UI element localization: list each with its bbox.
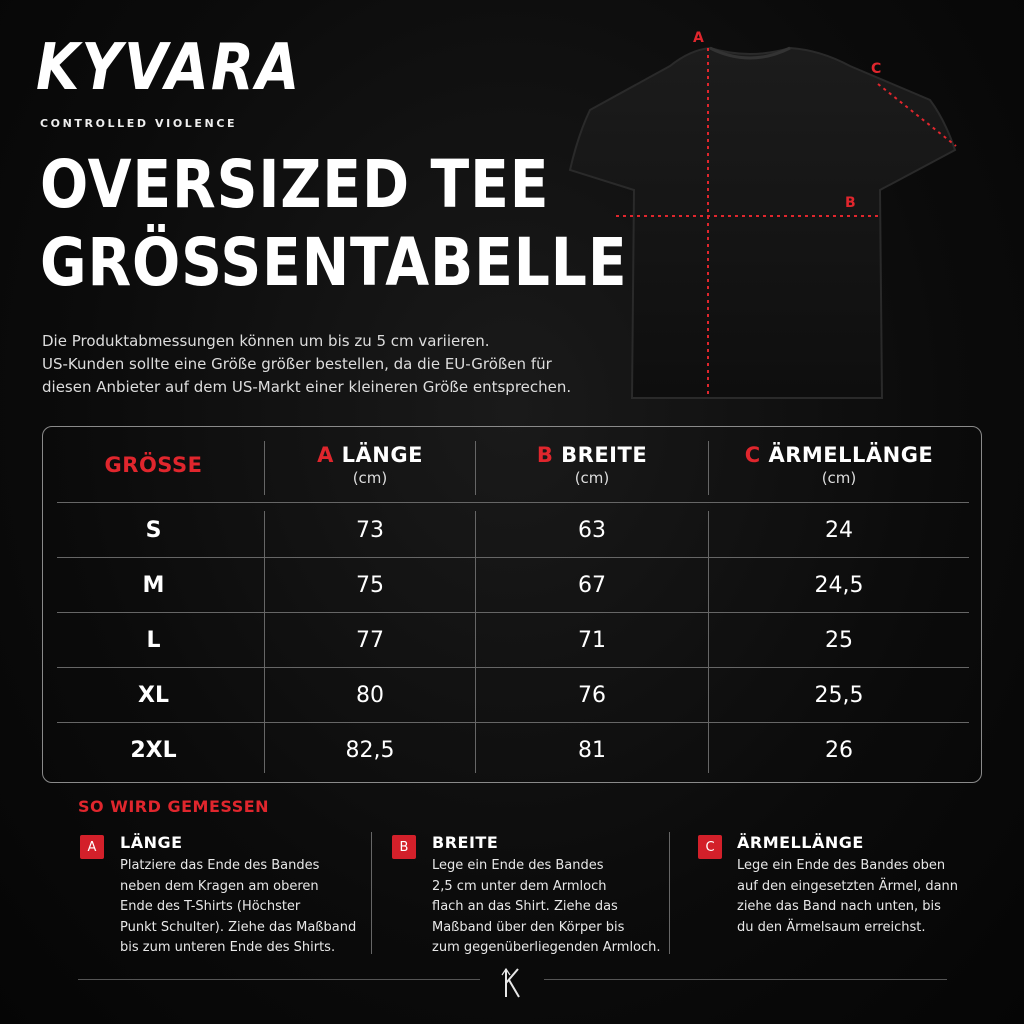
cell-length: 82,5 — [345, 738, 395, 763]
cell-sleeve: 26 — [825, 738, 853, 763]
header-width-label: BREITE — [561, 443, 648, 467]
badge-b: B — [392, 835, 416, 859]
step-title: BREITE — [432, 833, 499, 852]
cell-size: S — [145, 518, 162, 543]
description — [42, 330, 622, 399]
cell-sleeve: 24,5 — [814, 573, 864, 598]
cell-size: M — [142, 573, 165, 598]
column-divider — [264, 441, 265, 495]
cell-sleeve: 25 — [825, 628, 853, 653]
header-sleeve-label: ÄRMELLÄNGE — [768, 443, 934, 467]
description-line: Die Produktabmessungen können um bis zu 5 cm variieren. — [42, 332, 490, 350]
size-table — [42, 426, 982, 783]
description-line: diesen Anbieter auf dem US-Markt einer kleineren Größe entsprechen. — [42, 378, 572, 396]
header-sleeve-unit: (cm) — [821, 469, 857, 487]
brand-tagline: CONTROLLED VIOLENCE — [40, 117, 238, 130]
tshirt-shape — [570, 48, 955, 398]
step-text-line: bis zum unteren Ende des Shirts. — [120, 940, 336, 955]
step-text — [737, 856, 958, 938]
cell-sleeve: 25,5 — [814, 683, 864, 708]
header-length-label: LÄNGE — [341, 443, 423, 467]
brand-k-icon — [498, 965, 526, 1001]
step-text — [432, 856, 661, 959]
step-text-line: Lege ein Ende des Bandes — [432, 858, 604, 873]
how-to-title: SO WIRD GEMESSEN — [78, 797, 270, 816]
cell-length: 73 — [356, 518, 384, 543]
step-text-line: Platziere das Ende des Bandes — [120, 858, 320, 873]
page-title-line1: OVERSIZED TEE — [40, 146, 550, 223]
cell-length: 80 — [356, 683, 384, 708]
cell-length: 77 — [356, 628, 384, 653]
header-width-letter: B — [536, 443, 554, 467]
step-text-line: neben dem Kragen am oberen — [120, 878, 319, 894]
tshirt-diagram — [560, 20, 1000, 420]
header-width-unit: (cm) — [574, 469, 610, 487]
cell-size: XL — [138, 683, 169, 708]
cell-width: 81 — [578, 738, 606, 763]
header-length-letter: A — [317, 443, 334, 467]
step-text-line: flach an das Shirt. Ziehe das — [432, 899, 618, 914]
badge-c: C — [698, 835, 722, 859]
step-title: LÄNGE — [120, 833, 183, 852]
diagram-label-a: A — [693, 30, 704, 46]
step-text-line: Maßband über den Körper bis — [432, 919, 625, 935]
cell-width: 71 — [578, 628, 606, 653]
step-text — [120, 856, 356, 959]
diagram-label-b: B — [845, 195, 856, 211]
badge-a: A — [80, 835, 104, 859]
cell-width: 67 — [578, 573, 606, 598]
column-divider — [669, 832, 670, 954]
header-width — [476, 427, 708, 503]
footer-divider — [78, 979, 480, 980]
page-title-line2: GRÖSSENTABELLE — [40, 224, 628, 301]
description-line: US-Kunden sollte eine Größe größer bestellen, da die EU-Größen für — [42, 355, 552, 373]
header-sleeve-letter: C — [744, 443, 761, 467]
cell-sleeve: 24 — [825, 518, 853, 543]
header-sleeve — [709, 427, 969, 503]
column-divider — [708, 441, 709, 495]
diagram-label-c: C — [871, 61, 882, 77]
header-size-label: GRÖSSE — [104, 453, 203, 477]
column-divider — [371, 832, 372, 954]
step-text-line: auf den eingesetzten Ärmel, dann — [737, 878, 959, 894]
column-divider — [475, 441, 476, 495]
cell-length: 75 — [356, 573, 384, 598]
step-text-line: zum gegenüberliegenden Armloch. — [432, 940, 661, 955]
step-text-line: Ende des T-Shirts (Höchster — [120, 899, 301, 914]
cell-width: 63 — [578, 518, 606, 543]
header-size — [43, 427, 264, 503]
cell-size: L — [146, 628, 161, 653]
step-text-line: ziehe das Band nach unten, bis — [737, 899, 941, 914]
header-length-unit: (cm) — [352, 469, 388, 487]
cell-size: 2XL — [130, 738, 177, 763]
step-title: ÄRMELLÄNGE — [737, 833, 864, 852]
step-text-line: 2,5 cm unter dem Armloch — [432, 878, 607, 894]
step-text-line: du den Ärmelsaum erreichst. — [737, 919, 926, 935]
step-text-line: Lege ein Ende des Bandes oben — [737, 858, 946, 873]
brand-logo: KYVARA — [36, 30, 302, 105]
footer-divider — [544, 979, 947, 980]
cell-width: 76 — [578, 683, 606, 708]
header-length — [265, 427, 475, 503]
step-text-line: Punkt Schulter). Ziehe das Maßband — [120, 919, 357, 935]
